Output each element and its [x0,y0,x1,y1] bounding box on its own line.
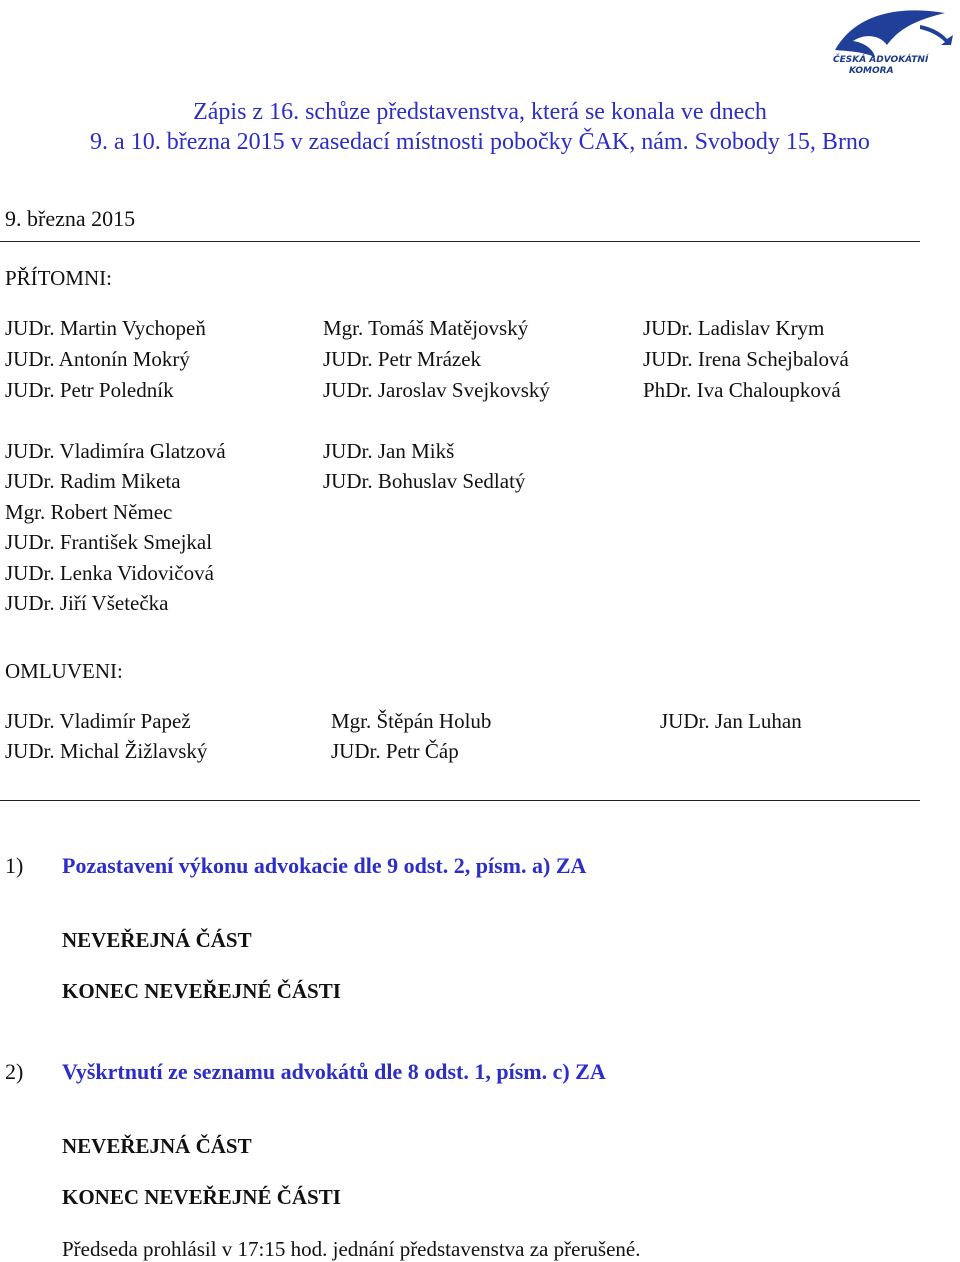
present-name: JUDr. Jiří Všetečka [5,591,169,615]
divider-top [0,241,920,242]
meeting-date: 9. března 2015 [5,206,136,231]
nonpublic-heading: NEVEŘEJNÁ ČÁST [62,928,252,952]
excused-heading: OMLUVENI: [5,659,123,683]
nonpublic-end: KONEC NEVEŘEJNÉ ČÁSTI [62,1185,341,1209]
present-name: JUDr. Irena Schejbalová [643,347,849,371]
item-number: 2) [5,1059,24,1084]
present-name: Mgr. Robert Němec [5,500,173,524]
present-name: JUDr. Petr Poledník [5,378,174,402]
excused-name: Mgr. Štěpán Holub [331,709,492,733]
item-title: Vyškrtnutí ze seznamu advokátů dle 8 odst. 1, písm. c) ZA [62,1059,606,1084]
logo-text-line2: KOMORA [849,66,894,76]
present-name: JUDr. Lenka Vidovičová [5,561,214,585]
present-name: JUDr. Bohuslav Sedlatý [323,469,526,493]
title-line2: 9. a 10. března 2015 v zasedací místnosti pobočky ČAK, nám. Svobody 15, Brno [90,129,870,155]
logo-text-line1: ČESKÁ ADVOKÁTNÍ [833,55,929,65]
item-title: Pozastavení výkonu advokacie dle 9 odst. 2, písm. a) ZA [62,853,587,878]
present-heading: PŘÍTOMNI: [5,266,112,290]
present-name: JUDr. Ladislav Krym [643,316,825,340]
present-name: PhDr. Iva Chaloupková [643,378,841,402]
excused-name: JUDr. Petr Čáp [331,739,459,763]
excused-name: JUDr. Michal Žižlavský [5,739,208,763]
divider-bottom [0,800,920,801]
excused-name: JUDr. Vladimír Papež [5,709,191,733]
present-name: JUDr. Antonín Mokrý [5,347,190,371]
present-name: JUDr. Radim Miketa [5,469,181,493]
nonpublic-end: KONEC NEVEŘEJNÉ ČÁSTI [62,979,341,1003]
excused-name: JUDr. Jan Luhan [660,709,802,733]
cak-logo [825,5,955,80]
cak-logo-mark [825,5,955,60]
nonpublic-heading: NEVEŘEJNÁ ČÁST [62,1134,252,1158]
present-name: Mgr. Tomáš Matějovský [323,316,529,340]
closing-statement: Předseda prohlásil v 17:15 hod. jednání představenstva za přerušené. [62,1237,641,1261]
present-name: JUDr. František Smejkal [5,530,213,554]
present-name: JUDr. Petr Mrázek [323,347,482,371]
present-name: JUDr. Jaroslav Svejkovský [323,378,550,402]
present-name: JUDr. Jan Mikš [323,439,455,463]
present-name: JUDr. Martin Vychopeň [5,316,206,340]
present-name: JUDr. Vladimíra Glatzová [5,439,226,463]
title-line1: Zápis z 16. schůze představenstva, která se konala ve dnech [193,99,767,125]
item-number: 1) [5,853,24,878]
